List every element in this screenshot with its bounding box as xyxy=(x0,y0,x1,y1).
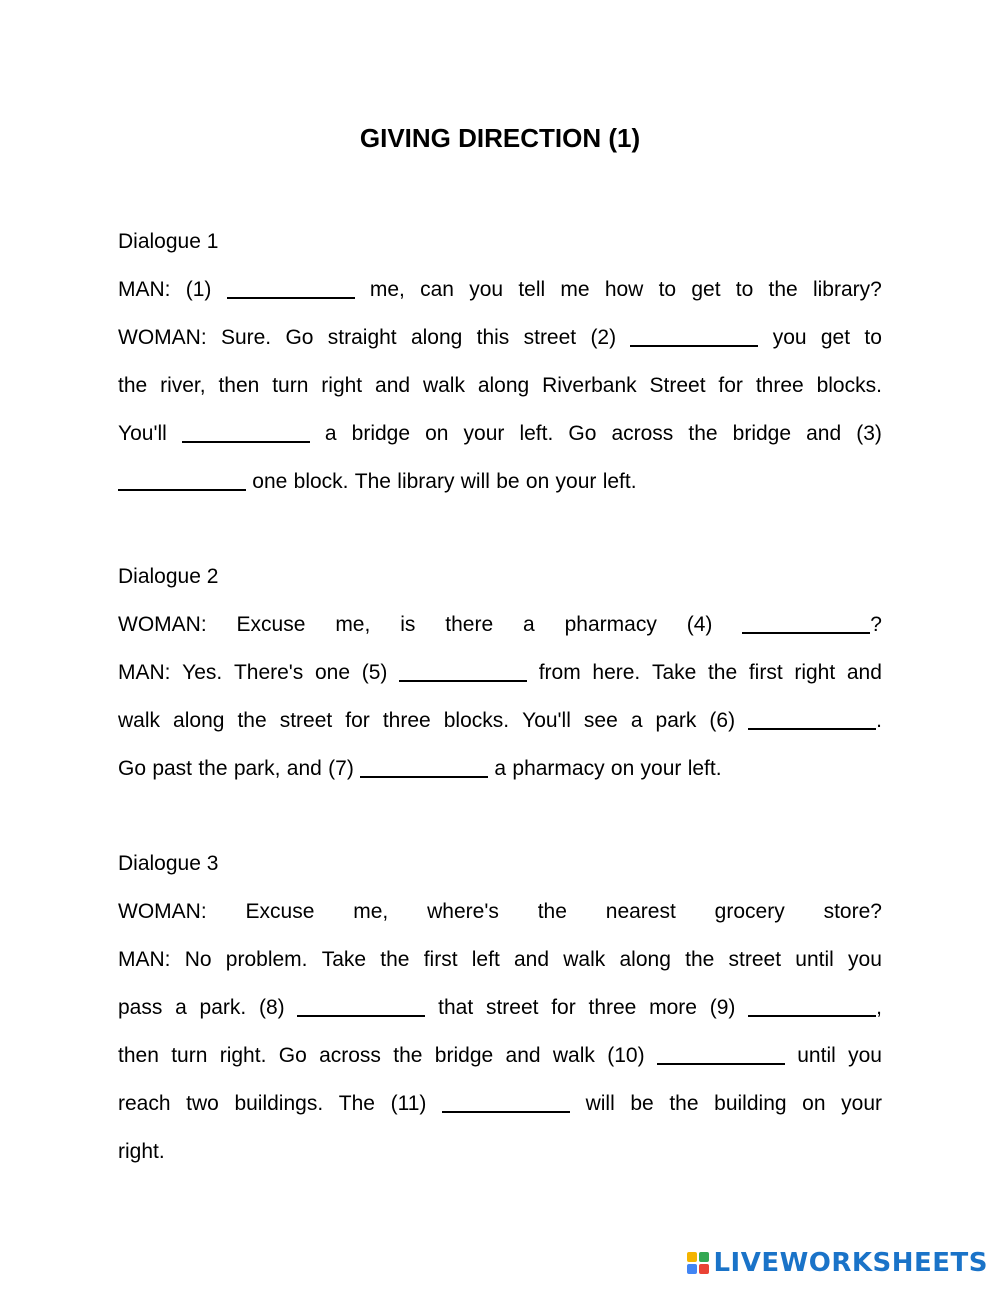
word: me xyxy=(560,278,590,301)
dialogue-line xyxy=(118,458,882,506)
word: past xyxy=(152,757,193,780)
word: first xyxy=(748,661,783,684)
word: on xyxy=(425,422,449,445)
word: get xyxy=(820,326,851,349)
dialogue-line xyxy=(118,601,882,649)
word: turn xyxy=(171,1044,208,1067)
word: a xyxy=(175,996,187,1019)
word: until xyxy=(795,948,834,971)
answer-blank[interactable] xyxy=(297,984,425,1032)
dialogue-body xyxy=(118,888,882,1176)
word: pharmacy xyxy=(564,613,657,636)
word: Go xyxy=(118,757,147,780)
word: (7) xyxy=(328,757,354,780)
word: river, xyxy=(160,374,206,397)
answer-blank[interactable] xyxy=(657,1032,785,1080)
dialogue-body xyxy=(118,266,882,506)
word: walk xyxy=(118,709,161,732)
word: until xyxy=(797,1044,836,1067)
word: the xyxy=(707,661,738,684)
word: building xyxy=(714,1092,787,1115)
dialogue-line xyxy=(118,1080,882,1128)
word: will xyxy=(460,470,490,493)
word: tell xyxy=(518,278,546,301)
word: walk xyxy=(563,948,606,971)
dialogue-line xyxy=(118,266,882,314)
word: three xyxy=(588,996,637,1019)
word: for xyxy=(718,374,743,397)
dialogue-line xyxy=(118,410,882,458)
word: There's xyxy=(233,661,304,684)
word: across xyxy=(611,422,674,445)
word: You'll xyxy=(118,422,167,445)
word: three xyxy=(382,709,431,732)
word: left. xyxy=(687,757,722,780)
word: left xyxy=(471,948,500,971)
word: WOMAN: xyxy=(118,326,207,349)
word: be xyxy=(630,1092,654,1115)
word: (1) xyxy=(185,278,212,301)
word: walk xyxy=(422,374,465,397)
logo-square xyxy=(699,1264,709,1274)
dialogue-3 xyxy=(118,840,882,1176)
word: The xyxy=(338,1092,375,1115)
word: me, xyxy=(353,900,389,923)
word: street xyxy=(523,326,577,349)
answer-blank[interactable]: . xyxy=(748,697,882,745)
word: street xyxy=(728,948,782,971)
word: more xyxy=(649,996,697,1019)
word: WOMAN: xyxy=(118,613,207,636)
word: the xyxy=(669,1092,699,1115)
dialogue-line xyxy=(118,745,882,793)
word: there xyxy=(445,613,494,636)
word: can xyxy=(420,278,454,301)
dialogue-line xyxy=(118,697,882,745)
dialogue-line xyxy=(118,1032,882,1080)
word: is xyxy=(400,613,416,636)
answer-blank[interactable] xyxy=(182,410,310,458)
word: to xyxy=(735,278,754,301)
word: Go xyxy=(278,1044,307,1067)
word: (11) xyxy=(390,1092,427,1115)
word: nearest xyxy=(605,900,676,923)
word: the xyxy=(237,709,267,732)
word: street xyxy=(279,709,333,732)
word: on xyxy=(802,1092,826,1115)
word: Riverbank xyxy=(542,374,637,397)
word: (2) xyxy=(590,326,617,349)
logo-text: LIVEWORKSHEETS xyxy=(713,1248,988,1278)
word: one xyxy=(252,470,288,493)
dialogue-2 xyxy=(118,553,882,793)
word: the xyxy=(688,422,718,445)
word: No xyxy=(184,948,212,971)
word: Excuse xyxy=(236,613,306,636)
word: right xyxy=(794,661,836,684)
word: to xyxy=(658,278,677,301)
word: block. xyxy=(293,470,349,493)
word: the xyxy=(537,900,567,923)
logo-square xyxy=(687,1264,697,1274)
word: park xyxy=(655,709,697,732)
word: the xyxy=(380,948,410,971)
word: bridge xyxy=(732,422,792,445)
dialogue-line xyxy=(118,314,882,362)
word: right. xyxy=(118,1140,165,1163)
word: grocery xyxy=(714,900,785,923)
word: and xyxy=(806,422,842,445)
word: a xyxy=(494,757,507,780)
word: Street xyxy=(649,374,706,397)
word: get xyxy=(691,278,721,301)
word: you xyxy=(848,948,882,971)
dialogue-line xyxy=(118,984,882,1032)
word: along xyxy=(619,948,671,971)
word: this xyxy=(476,326,510,349)
word: (4) xyxy=(686,613,713,636)
dialogue-line xyxy=(118,1128,882,1176)
answer-blank[interactable] xyxy=(399,649,527,697)
word: (5) xyxy=(361,661,388,684)
word: store? xyxy=(823,900,882,923)
word: you xyxy=(772,326,807,349)
word: your xyxy=(640,757,682,780)
word: Sure. xyxy=(220,326,272,349)
word: Go xyxy=(285,326,314,349)
word: for xyxy=(551,996,576,1019)
word: library? xyxy=(812,278,882,301)
word: you xyxy=(469,278,504,301)
word: Take xyxy=(321,948,367,971)
word: park. xyxy=(199,996,247,1019)
word: left. xyxy=(519,422,554,445)
word: (8) xyxy=(258,996,285,1019)
word: your xyxy=(463,422,505,445)
word: a xyxy=(630,709,643,732)
answer-blank[interactable] xyxy=(630,314,758,362)
word: library xyxy=(397,470,455,493)
word: me, xyxy=(369,278,405,301)
dialogue-body xyxy=(118,601,882,793)
word: the xyxy=(198,757,228,780)
word: on xyxy=(525,470,550,493)
word: and xyxy=(846,661,882,684)
word: across xyxy=(319,1044,381,1067)
word: bridge xyxy=(434,1044,494,1067)
word: You'll xyxy=(522,709,571,732)
word: and xyxy=(514,948,550,971)
word: on xyxy=(610,757,635,780)
answer-blank[interactable] xyxy=(118,458,246,506)
logo-square xyxy=(687,1252,697,1262)
word: your xyxy=(555,470,597,493)
answer-blank[interactable]: ? xyxy=(742,601,882,649)
word: from xyxy=(538,661,581,684)
word: will xyxy=(585,1092,615,1115)
word: here. xyxy=(592,661,641,684)
dialogue-heading: Dialogue 3 xyxy=(118,852,219,875)
word: Go xyxy=(568,422,597,445)
word: that xyxy=(438,996,474,1019)
word: problem. xyxy=(225,948,308,971)
word: first xyxy=(423,948,458,971)
word: park, xyxy=(233,757,281,780)
answer-blank[interactable] xyxy=(227,266,355,314)
word: walk xyxy=(552,1044,595,1067)
word: one xyxy=(314,661,351,684)
word: the xyxy=(118,374,148,397)
word: left. xyxy=(602,470,637,493)
word: pharmacy xyxy=(512,757,605,780)
word: right xyxy=(321,374,363,397)
word: Yes. xyxy=(182,661,223,684)
word: Take xyxy=(651,661,697,684)
word: and xyxy=(286,757,322,780)
dialogue-heading: Dialogue 2 xyxy=(118,565,219,588)
word: turn xyxy=(272,374,309,397)
word: along xyxy=(410,326,463,349)
word: where's xyxy=(427,900,499,923)
word: then xyxy=(118,1044,159,1067)
word: you xyxy=(848,1044,882,1067)
word: the xyxy=(768,278,798,301)
word: along xyxy=(173,709,225,732)
word: bridge xyxy=(351,422,411,445)
word: street xyxy=(485,996,539,1019)
dialogue-line xyxy=(118,936,882,984)
dialogue-line xyxy=(118,649,882,697)
word: reach xyxy=(118,1092,171,1115)
page-title: GIVING DIRECTION (1) xyxy=(359,123,641,153)
word: three xyxy=(755,374,804,397)
word: and xyxy=(375,374,411,397)
word: buildings. xyxy=(234,1092,324,1115)
word: a xyxy=(523,613,535,636)
word: the xyxy=(685,948,715,971)
dialogue-1 xyxy=(118,218,882,506)
answer-blank[interactable] xyxy=(360,745,488,793)
word: along xyxy=(477,374,530,397)
word: pass xyxy=(118,996,163,1019)
word: for xyxy=(345,709,370,732)
word: to xyxy=(864,326,882,349)
dialogue-heading: Dialogue 1 xyxy=(118,230,219,253)
word: how xyxy=(604,278,644,301)
word: be xyxy=(496,470,520,493)
dialogue-line xyxy=(118,888,882,936)
logo-square xyxy=(699,1252,709,1262)
word: (3) xyxy=(856,422,882,445)
word: straight xyxy=(327,326,397,349)
word: MAN: xyxy=(118,661,171,684)
word: (10) xyxy=(607,1044,645,1067)
word: (6) xyxy=(709,709,736,732)
word: see xyxy=(583,709,618,732)
word: blocks. xyxy=(443,709,510,732)
word: The xyxy=(354,470,391,493)
answer-blank[interactable] xyxy=(442,1080,570,1128)
word: two xyxy=(186,1092,219,1115)
word: the xyxy=(393,1044,423,1067)
word: blocks. xyxy=(816,374,882,397)
word: then xyxy=(218,374,260,397)
dialogue-line xyxy=(118,362,882,410)
word: your xyxy=(841,1092,882,1115)
answer-blank[interactable]: , xyxy=(748,984,882,1032)
word: right. xyxy=(219,1044,267,1067)
word: MAN: xyxy=(118,278,171,301)
word: me, xyxy=(335,613,371,636)
word: MAN: xyxy=(118,948,171,971)
word: WOMAN: xyxy=(118,900,207,923)
word: and xyxy=(505,1044,541,1067)
word: Excuse xyxy=(245,900,315,923)
liveworksheets-logo xyxy=(687,1248,988,1278)
word: a xyxy=(324,422,337,445)
logo-grid-icon xyxy=(687,1252,709,1274)
word: (9) xyxy=(709,996,736,1019)
